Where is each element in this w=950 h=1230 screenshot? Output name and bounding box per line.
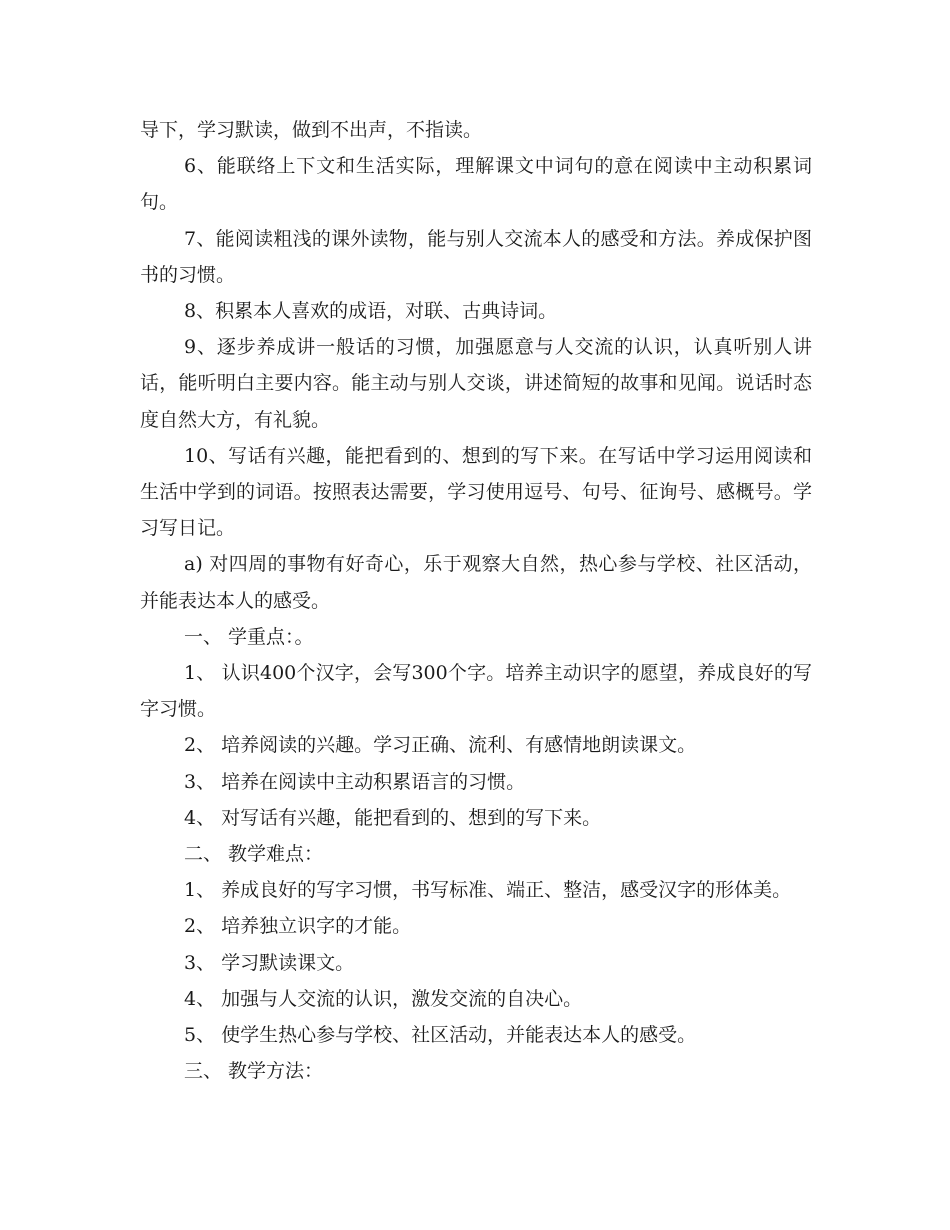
document-body <box>140 112 812 1089</box>
difficulty-4: 4、 加强与人交流的认识，激发交流的自决心。 <box>184 987 583 1010</box>
paragraph-item-10: 10、写话有兴趣，能把看到的、想到的写下来。在写话中学习运用阅读和生活中学到的词语。按照表达需要，学习使用逗号、句号、征询号、感概号。学习写日记。 <box>140 444 812 540</box>
key-point-1: 1、 认识400个汉字，会写300个字。培养主动识字的愿望，养成良好的写字习惯。 <box>140 662 812 721</box>
section-heading-key-points: 一、 学重点：。 <box>184 625 314 648</box>
difficulty-5: 5、 使学生热心参与学校、社区活动，并能表达本人的感受。 <box>184 1024 697 1047</box>
difficulty-2: 2、 培养独立识字的才能。 <box>184 915 412 938</box>
paragraph-item-7: 7、能阅读粗浅的课外读物，能与别人交流本人的感受和方法。养成保护图书的习惯。 <box>140 227 812 286</box>
paragraph-item-9: 9、逐步养成讲一般话的习惯，加强愿意与人交流的认识，认真听别人讲话，能听明白主要内容。能主动与别人交谈，讲述简短的故事和见闻。说话时态度自然大方，有礼貌。 <box>140 336 812 431</box>
difficulty-3: 3、 学习默读课文。 <box>184 951 355 974</box>
paragraph-item-a: a) 对四周的事物有好奇心，乐于观察大自然，热心参与学校、社区活动，并能表达本人的感受。 <box>140 553 812 612</box>
key-point-4: 4、 对写话有兴趣，能把看到的、想到的写下来。 <box>184 806 602 829</box>
section-heading-methods: 三、 教学方法： <box>184 1060 324 1083</box>
paragraph-item-6: 6、能联络上下文和生活实际，理解课文中词句的意在阅读中主动积累词句。 <box>140 155 812 214</box>
paragraph-continuation: 导下，学习默读，做到不出声，不指读。 <box>140 119 483 141</box>
section-heading-difficulties: 二、 教学难点： <box>184 843 324 866</box>
difficulty-1: 1、 养成良好的写字习惯，书写标准、端正、整洁，感受汉字的形体美。 <box>184 879 792 902</box>
paragraph-item-8: 8、积累本人喜欢的成语，对联、古典诗词。 <box>184 300 558 323</box>
key-point-2: 2、 培养阅读的兴趣。学习正确、流利、有感情地朗读课文。 <box>184 734 697 757</box>
key-point-3: 3、 培养在阅读中主动积累语言的习惯。 <box>184 770 526 793</box>
